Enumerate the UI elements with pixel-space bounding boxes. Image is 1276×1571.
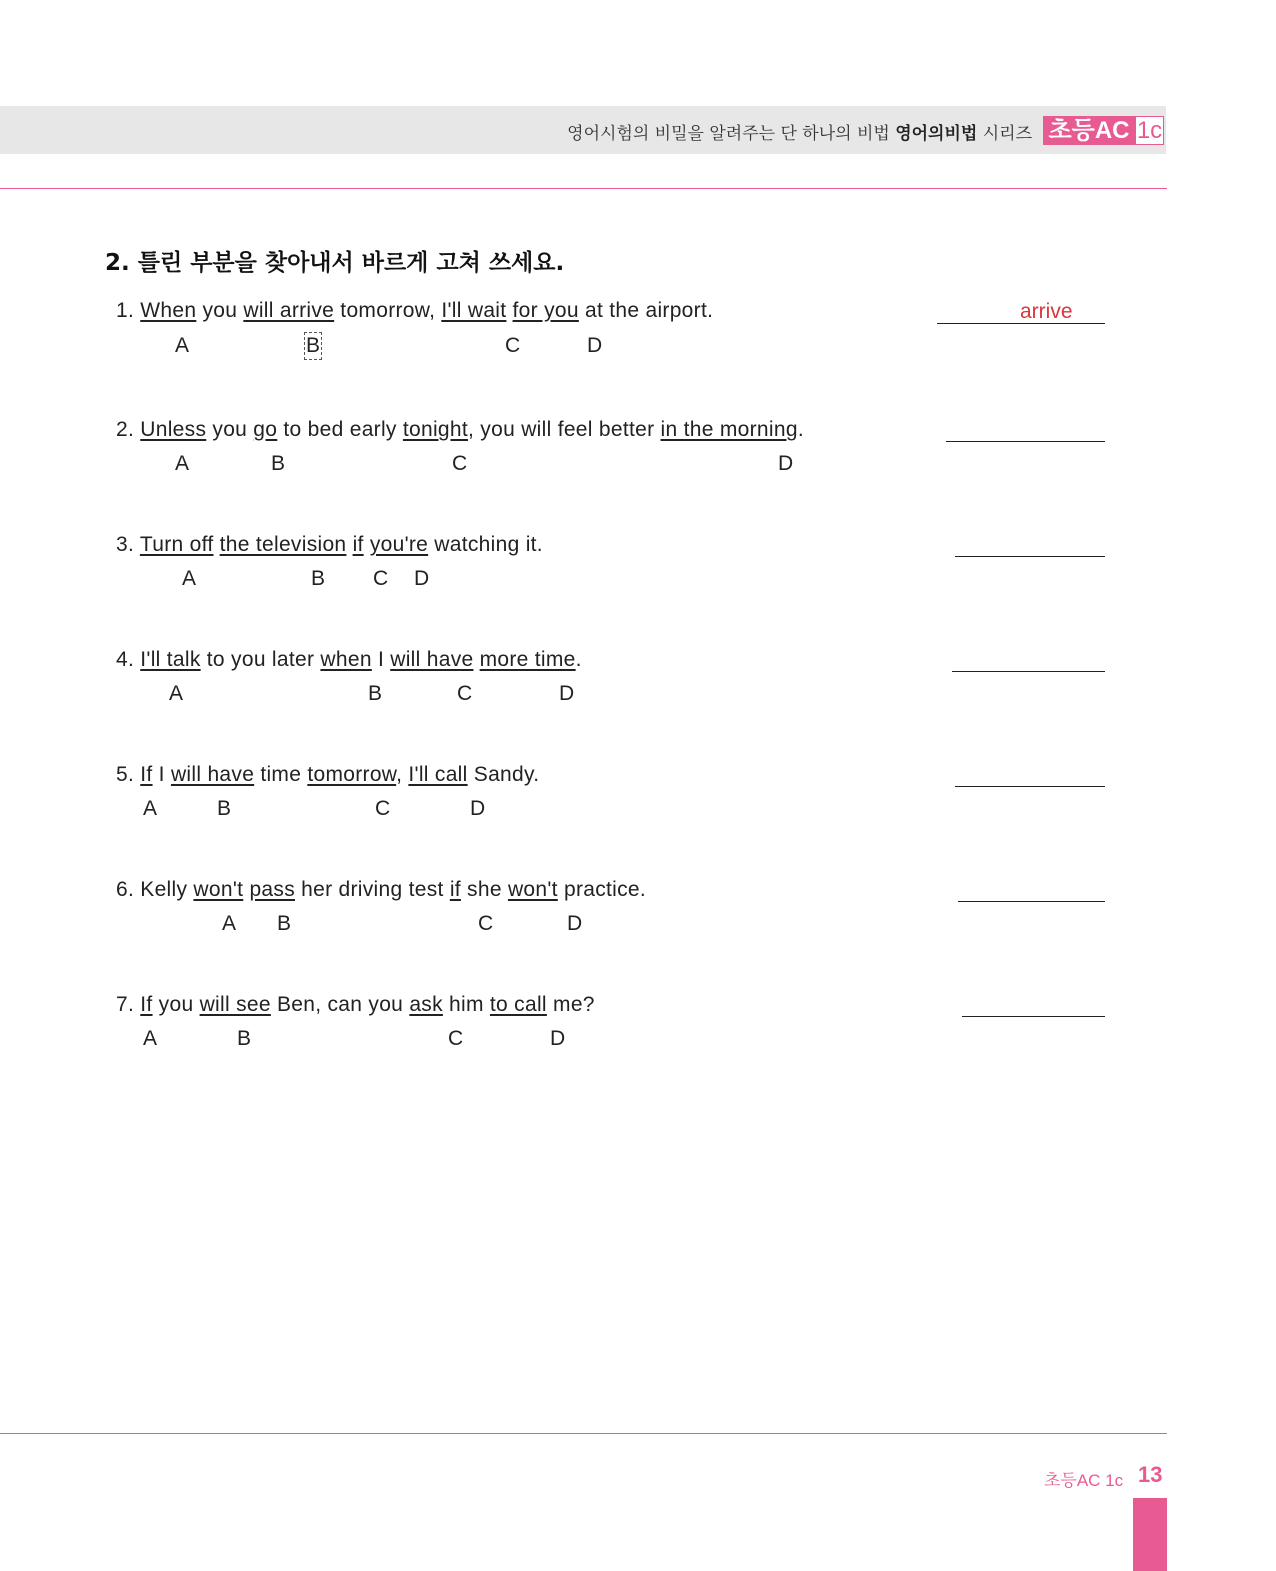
letter-a: A — [175, 452, 190, 475]
letter-c: C — [478, 912, 494, 935]
section-title: 2. 틀린 부분을 찾아내서 바르게 고쳐 쓰세요. — [105, 250, 565, 276]
answer-blank-4[interactable] — [952, 671, 1105, 672]
letter-b: B — [277, 912, 292, 935]
answer-blank-3[interactable] — [955, 556, 1105, 557]
option-b-phrase: when — [320, 648, 372, 671]
page-edge-tab — [1133, 1498, 1167, 1571]
top-divider — [0, 188, 1167, 189]
question-5: 5. If I will have time tomorrow, I'll call Sandy. — [116, 763, 540, 786]
answer-blank-1[interactable] — [937, 323, 1105, 324]
option-d-phrase: more time — [479, 648, 576, 671]
option-c-phrase: if — [449, 878, 461, 901]
brand-badge: 초등AC — [1043, 116, 1135, 145]
answer-blank-5[interactable] — [955, 786, 1105, 787]
letter-a: A — [222, 912, 237, 935]
option-b-phrase: will arrive — [243, 299, 335, 322]
option-d-phrase: for you — [512, 299, 579, 322]
option-b-phrase: go — [253, 418, 278, 441]
question-4: 4. I'll talk to you later when I will have more time. — [116, 648, 582, 671]
option-b-phrase: the television — [219, 533, 347, 556]
letter-c: C — [457, 682, 473, 705]
option-a-phrase: If — [140, 763, 153, 786]
option-a-phrase: I'll talk — [140, 648, 201, 671]
question-7: 7. If you will see Ben, can you ask him to call me? — [116, 993, 595, 1016]
option-d-phrase: you're — [369, 533, 429, 556]
letter-c: C — [505, 334, 521, 357]
question-1: 1. When you will arrive tomorrow, I'll wait for you at the airport. — [116, 299, 714, 322]
letter-d: D — [587, 334, 603, 357]
letter-a: A — [182, 567, 197, 590]
answer-blank-7[interactable] — [962, 1016, 1105, 1017]
letter-b: B — [311, 567, 326, 590]
footer-brand: 초등AC 1c — [1044, 1471, 1124, 1490]
letter-b: B — [217, 797, 232, 820]
letter-a: A — [143, 1027, 158, 1050]
question-6: 6. Kelly won't pass her driving test if she won't practice. — [116, 878, 647, 901]
option-b-phrase: will have — [170, 763, 255, 786]
answer-text-1: arrive — [1020, 300, 1073, 323]
option-b-phrase: will see — [199, 993, 271, 1016]
letter-d: D — [559, 682, 575, 705]
series-title: 영어시험의 비밀을 알려주는 단 하나의 비법 영어의비법 시리즈 — [567, 124, 1032, 144]
question-3: 3. Turn off the television if you're watching it. — [116, 533, 543, 556]
letter-b: B — [271, 452, 286, 475]
bottom-divider — [0, 1433, 1167, 1434]
level-badge: 1c — [1136, 117, 1163, 144]
letter-c: C — [375, 797, 391, 820]
letter-b-selected: B — [306, 334, 321, 357]
option-c-phrase: if — [352, 533, 364, 556]
option-a-phrase: won't — [193, 878, 244, 901]
option-c-phrase: tonight — [402, 418, 469, 441]
letter-d: D — [470, 797, 486, 820]
letter-c: C — [373, 567, 389, 590]
option-c-phrase: I'll wait — [441, 299, 507, 322]
option-d-phrase: I'll call — [408, 763, 468, 786]
option-a-phrase: If — [140, 993, 153, 1016]
letter-a: A — [143, 797, 158, 820]
option-a-phrase: When — [140, 299, 197, 322]
letter-b: B — [368, 682, 383, 705]
answer-blank-6[interactable] — [958, 901, 1105, 902]
option-d-phrase: won't — [507, 878, 558, 901]
option-d-phrase: in the morning — [660, 418, 798, 441]
option-a-phrase: Unless — [140, 418, 207, 441]
letter-d: D — [414, 567, 430, 590]
letter-c: C — [448, 1027, 464, 1050]
answer-blank-2[interactable] — [946, 441, 1105, 442]
question-2: 2. Unless you go to bed early tonight, you will feel better in the morning. — [116, 418, 804, 441]
page-number: 13 — [1138, 1462, 1163, 1487]
letter-c: C — [452, 452, 468, 475]
option-c-phrase: will have — [390, 648, 474, 671]
letter-a: A — [169, 682, 184, 705]
option-c-phrase: tomorrow — [307, 763, 397, 786]
letter-a: A — [175, 334, 190, 357]
letter-d: D — [778, 452, 794, 475]
letter-d: D — [550, 1027, 566, 1050]
option-b-phrase: pass — [249, 878, 295, 901]
letter-d: D — [567, 912, 583, 935]
option-c-phrase: ask — [409, 993, 443, 1016]
option-d-phrase: to call — [489, 993, 547, 1016]
letter-b: B — [237, 1027, 252, 1050]
option-a-phrase: Turn off — [139, 533, 214, 556]
